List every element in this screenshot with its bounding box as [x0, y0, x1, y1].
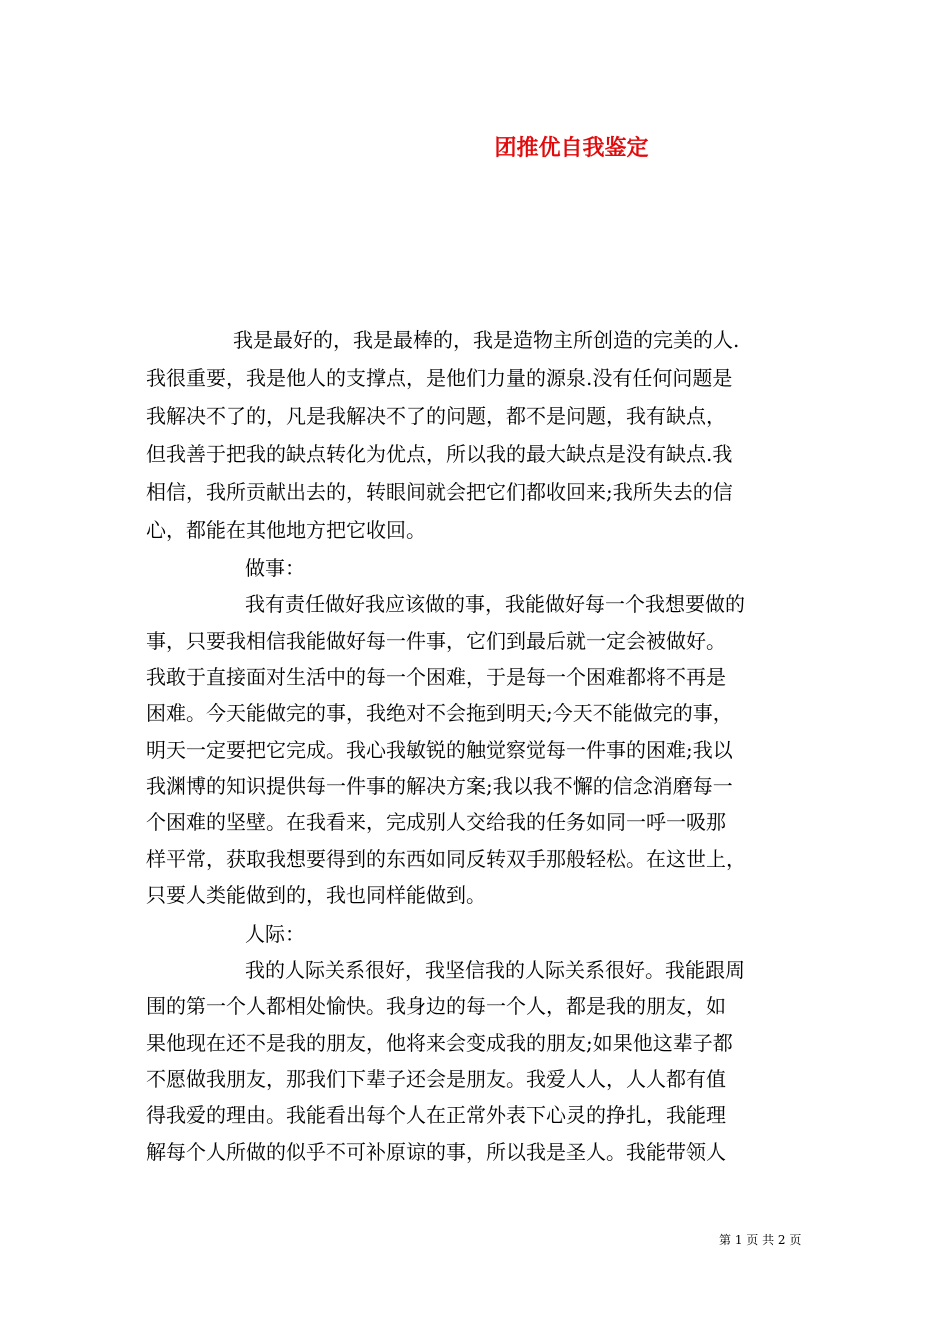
- paragraph-line: 解每个人所做的似乎不可补原谅的事，所以我是圣人。我能带领人: [146, 1140, 726, 1164]
- section-heading: 做事：: [245, 556, 305, 580]
- paragraph-line: 我敢于直接面对生活中的每一个困难，于是每一个困难都将不再是: [146, 665, 726, 689]
- paragraph-line: 明天一定要把它完成。我心我敏锐的触觉察觉每一件事的困难;我以: [146, 738, 733, 762]
- paragraph-line: 个困难的坚壁。在我看来，完成别人交给我的任务如同一呼一吸那: [146, 810, 726, 834]
- paragraph-line: 只要人类能做到的，我也同样能做到。: [146, 883, 486, 907]
- paragraph-line: 我解决不了的，凡是我解决不了的问题，都不是问题，我有缺点，: [146, 404, 726, 428]
- paragraph-line: 困难。今天能做完的事，我绝对不会拖到明天;今天不能做完的事，: [146, 701, 733, 725]
- paragraph-line: 我的人际关系很好，我坚信我的人际关系很好。我能跟周: [245, 958, 745, 982]
- paragraph-line: 心，都能在其他地方把它收回。: [146, 518, 426, 542]
- paragraph-line: 果他现在还不是我的朋友，他将来会变成我的朋友;如果他这辈子都: [146, 1031, 733, 1055]
- paragraph-line: 围的第一个人都相处愉快。我身边的每一个人，都是我的朋友，如: [146, 994, 726, 1018]
- paragraph-line: 相信，我所贡献出去的，转眼间就会把它们都收回来;我所失去的信: [146, 480, 733, 504]
- section-heading: 人际：: [245, 922, 305, 946]
- paragraph-line: 样平常，获取我想要得到的东西如同反转双手那般轻松。在这世上，: [146, 847, 746, 871]
- paragraph-line: 不愿做我朋友，那我们下辈子还会是朋友。我爱人人，人人都有值: [146, 1067, 726, 1091]
- paragraph-line: 我渊博的知识提供每一件事的解决方案;我以我不懈的信念消磨每一: [146, 774, 733, 798]
- paragraph-line: 我有责任做好我应该做的事，我能做好每一个我想要做的: [245, 592, 745, 616]
- paragraph-line: 我很重要，我是他人的支撑点，是他们力量的源泉.没有任何问题是: [146, 366, 733, 390]
- page-number: 第 1 页 共 2 页: [719, 1233, 802, 1247]
- document-title: 团推优自我鉴定: [494, 136, 649, 161]
- paragraph-line: 事，只要我相信我能做好每一件事，它们到最后就一定会被做好。: [146, 629, 726, 653]
- paragraph-line: 但我善于把我的缺点转化为优点，所以我的最大缺点是没有缺点.我: [146, 442, 733, 466]
- paragraph-line: 得我爱的理由。我能看出每个人在正常外表下心灵的挣扎，我能理: [146, 1103, 726, 1127]
- paragraph-line: 我是最好的，我是最棒的，我是造物主所创造的完美的人.: [233, 328, 740, 352]
